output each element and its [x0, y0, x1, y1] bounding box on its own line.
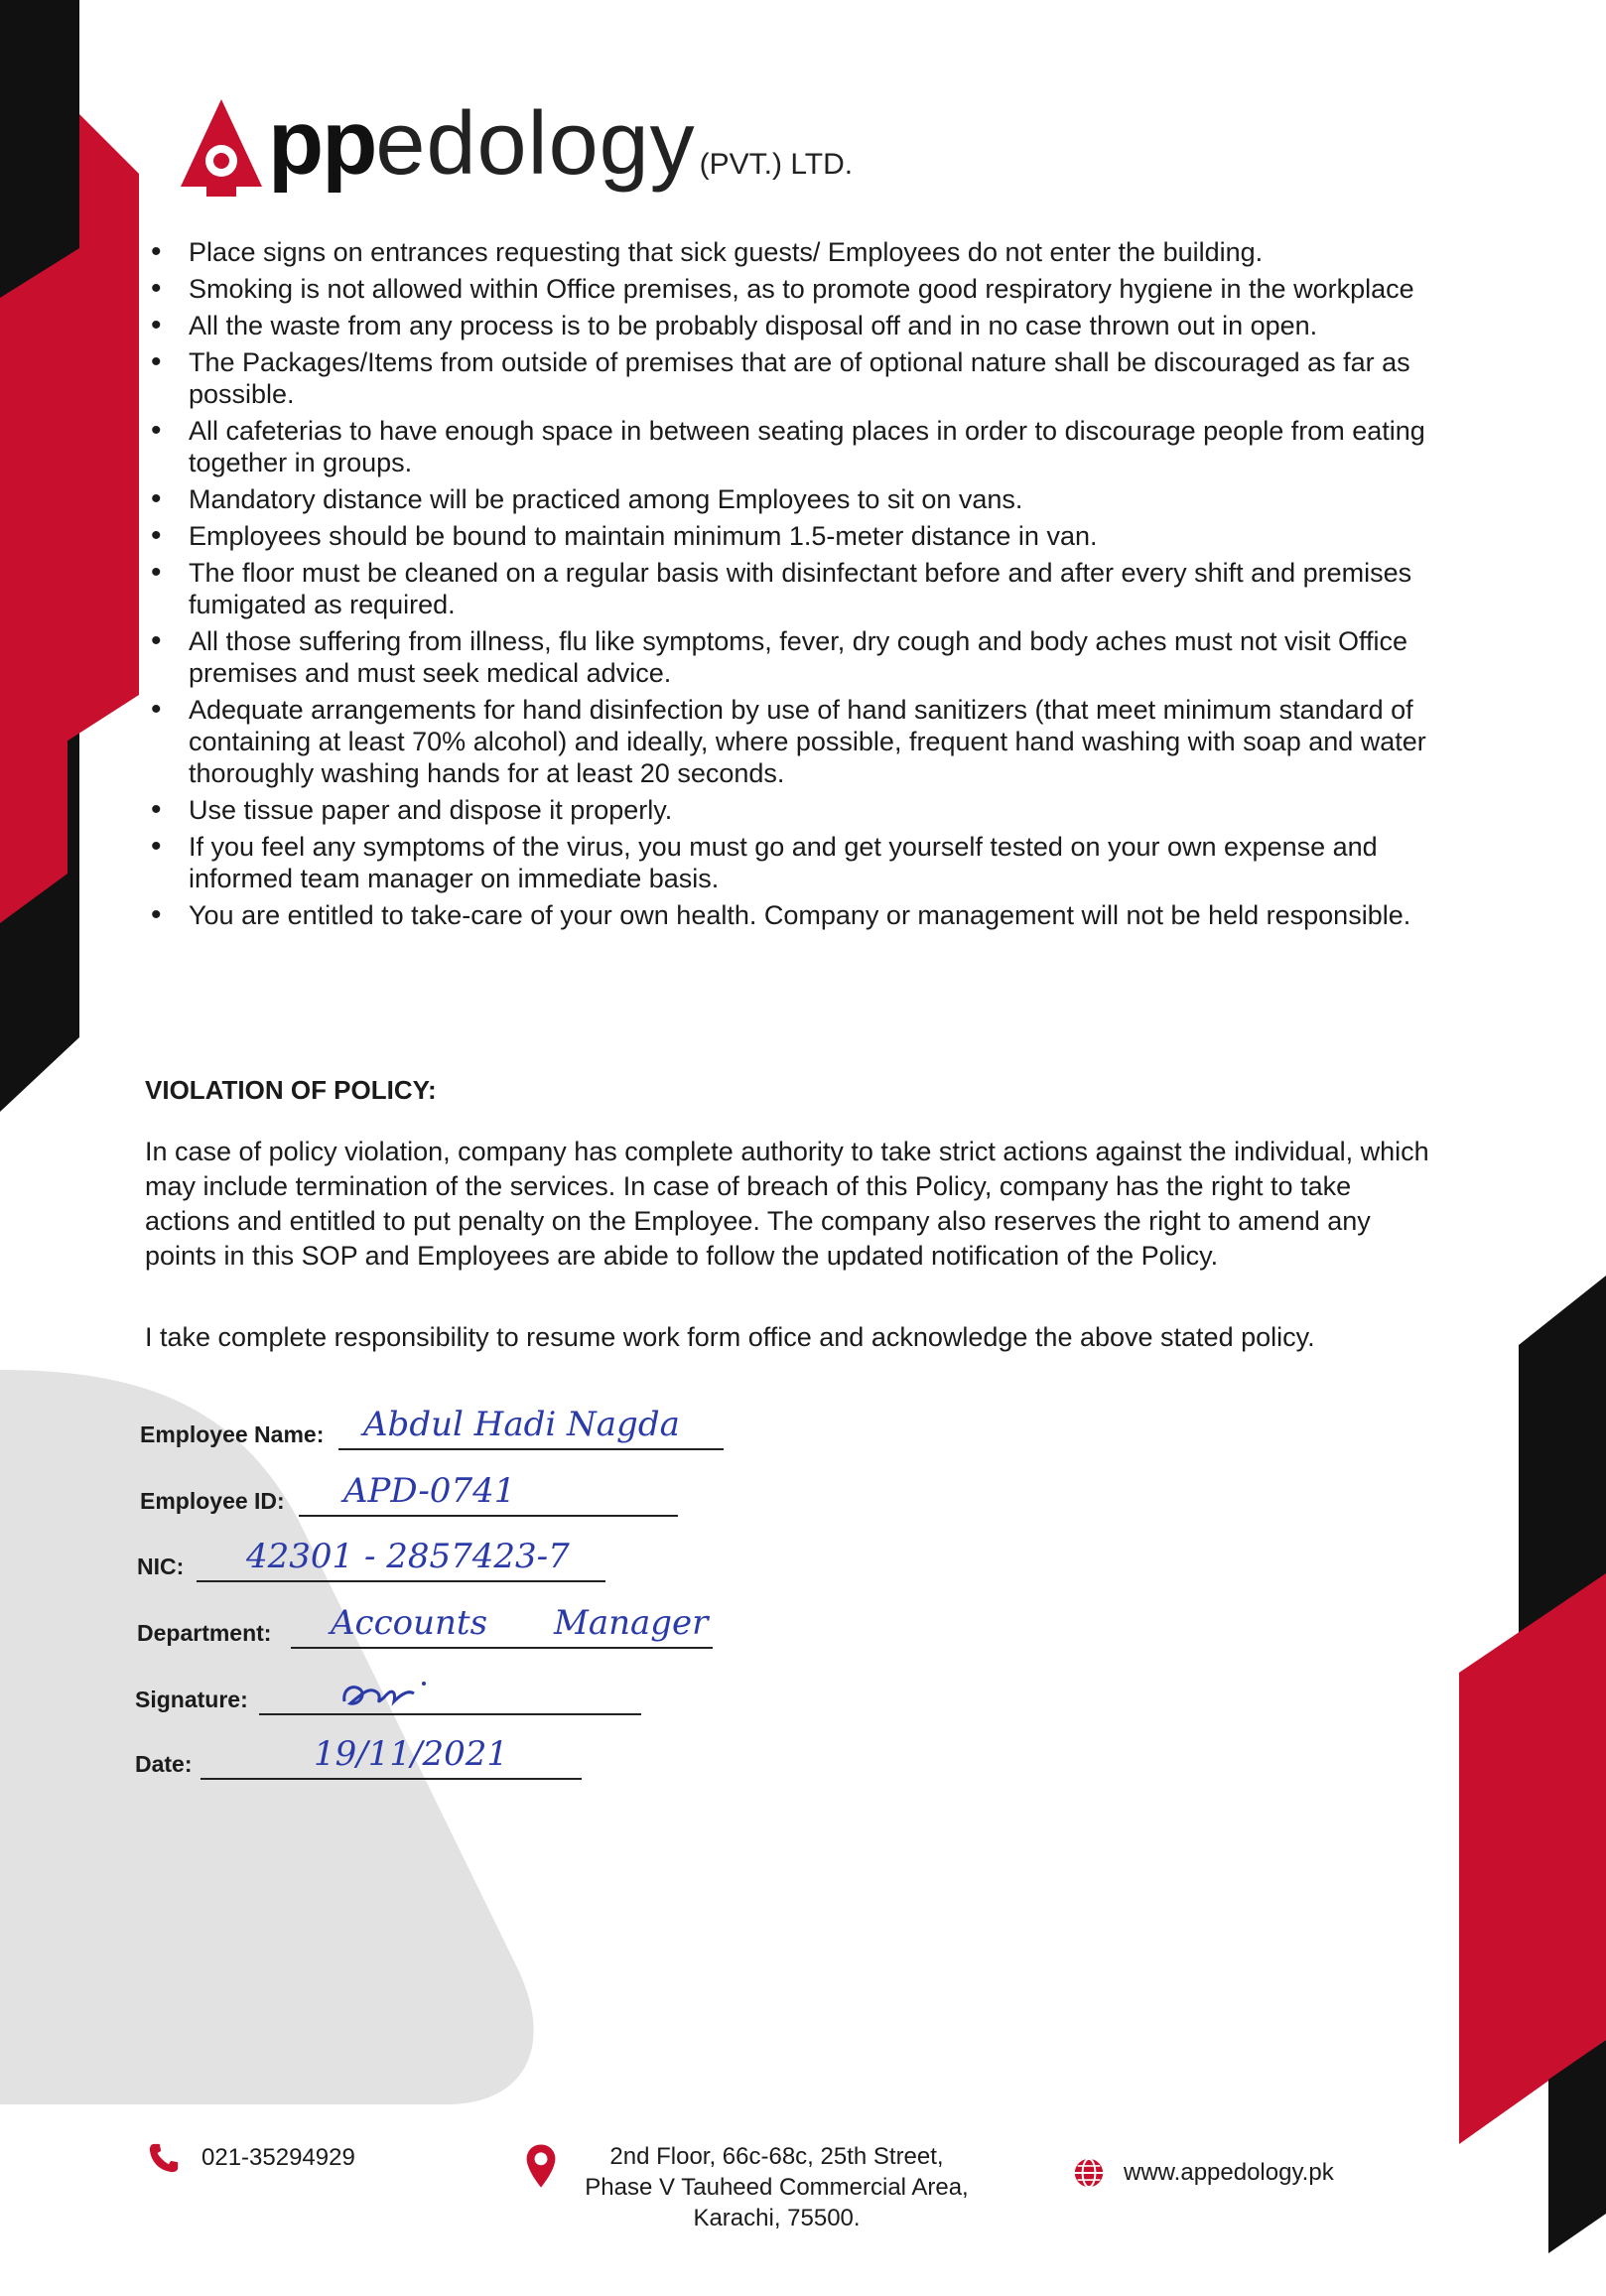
address-line-3: Karachi, 75500.	[693, 2205, 861, 2231]
date-value: 19/11/2021	[314, 1734, 508, 1774]
logo-suffix: (PVT.) LTD.	[699, 148, 854, 181]
list-item: • Mandatory distance will be practiced among Employees to sit on vans.	[149, 483, 1439, 515]
footer-address	[521, 2141, 988, 2250]
logo-edology: edology	[375, 94, 696, 194]
list-item: • The Packages/Items from outside of premises that are of optional nature shall be discouraged as far as possible.	[149, 346, 1439, 410]
list-item: • All those suffering from illness, flu like symptoms, fever, dry cough and body aches must not visit Office premises and must seek medical advice.	[149, 625, 1439, 689]
employee-name-value: Abdul Hadi Nagda	[363, 1405, 680, 1444]
phone-icon	[147, 2141, 181, 2175]
nic-label: NIC:	[137, 1553, 185, 1579]
employee-name-field	[140, 1405, 736, 1454]
address-line-1: 2nd Floor, 66c-68c, 25th Street,	[609, 2143, 944, 2170]
list-item: • Smoking is not allowed within Office premises, as to promote good respiratory hygiene in the workplace	[149, 273, 1439, 305]
signature-field	[135, 1680, 731, 1719]
footer-website	[1072, 2156, 1409, 2196]
logo-pp: pp	[268, 92, 376, 194]
logo-wordmark	[268, 92, 854, 194]
employee-name-line	[338, 1448, 724, 1450]
employee-id-line	[299, 1515, 678, 1517]
address-line-2: Phase V Tauheed Commercial Area,	[585, 2174, 969, 2201]
footer-phone	[147, 2141, 445, 2181]
address-block	[566, 2141, 988, 2233]
employee-id-label: Employee ID:	[140, 1488, 285, 1514]
department-label: Department:	[137, 1620, 272, 1646]
signature-mark	[338, 1676, 428, 1711]
employee-id-value: APD-0741	[343, 1471, 516, 1511]
employee-name-label: Employee Name:	[140, 1421, 325, 1447]
list-item: • If you feel any symptoms of the virus, you must go and get yourself tested on your own expense and informed team manager on immediate basis.	[149, 831, 1439, 894]
signature-line	[259, 1713, 641, 1715]
list-item: • Employees should be bound to maintain minimum 1.5-meter distance in van.	[149, 520, 1439, 552]
violation-heading: VIOLATION OF POLICY:	[145, 1075, 437, 1105]
nic-field	[137, 1537, 733, 1586]
policy-rules-list	[149, 236, 1439, 936]
list-item: • The floor must be cleaned on a regular basis with disinfectant before and after every shift and premises fumigated as required.	[149, 557, 1439, 620]
globe-icon	[1072, 2156, 1106, 2190]
logo-mark-icon	[177, 95, 266, 201]
department-value-2: Manager	[554, 1603, 709, 1643]
list-item: • All the waste from any process is to be probably disposal off and in no case thrown out in open.	[149, 310, 1439, 341]
acknowledgement-text: I take complete responsibility to resume work form office and acknowledge the above stated policy.	[145, 1322, 1315, 1352]
date-line	[201, 1778, 582, 1780]
department-field	[137, 1603, 733, 1653]
violation-paragraph: In case of policy violation, company has complete authority to take strict actions against the individual, which may include termination of the services. In case of breach of this Policy, company has the right to take actions and entitled to put penalty on the Employee. The company also reserves the right to amend any points in this SOP and Employees are abide to follow the updated notification of the Policy.	[145, 1137, 1429, 1271]
website-link[interactable]: www.appedology.pk	[1124, 2159, 1334, 2186]
signature-label: Signature:	[135, 1687, 248, 1712]
employee-id-field	[140, 1471, 736, 1521]
nic-value: 42301 - 2857423-7	[246, 1537, 570, 1576]
department-value: Accounts	[331, 1603, 488, 1643]
list-item: • You are entitled to take-care of your own health. Company or management will not be held responsible.	[149, 899, 1439, 931]
department-line	[291, 1647, 713, 1649]
nic-line	[197, 1580, 605, 1582]
location-pin-icon	[523, 2143, 559, 2189]
list-item: • Use tissue paper and dispose it properly.	[149, 794, 1439, 826]
list-item: • Adequate arrangements for hand disinfection by use of hand sanitizers (that meet minimum standard of containing at least 70% alcohol) and ideally, where possible, frequent hand washing with soap and water thoroughly washing hands for at least 20 seconds.	[149, 694, 1439, 789]
date-field	[135, 1734, 731, 1784]
list-item: • All cafeterias to have enough space in between seating places in order to discourage people from eating together in groups.	[149, 415, 1439, 478]
phone-number: 021-35294929	[201, 2144, 355, 2171]
date-label: Date:	[135, 1751, 193, 1777]
list-item: • Place signs on entrances requesting that sick guests/ Employees do not enter the building.	[149, 236, 1439, 268]
